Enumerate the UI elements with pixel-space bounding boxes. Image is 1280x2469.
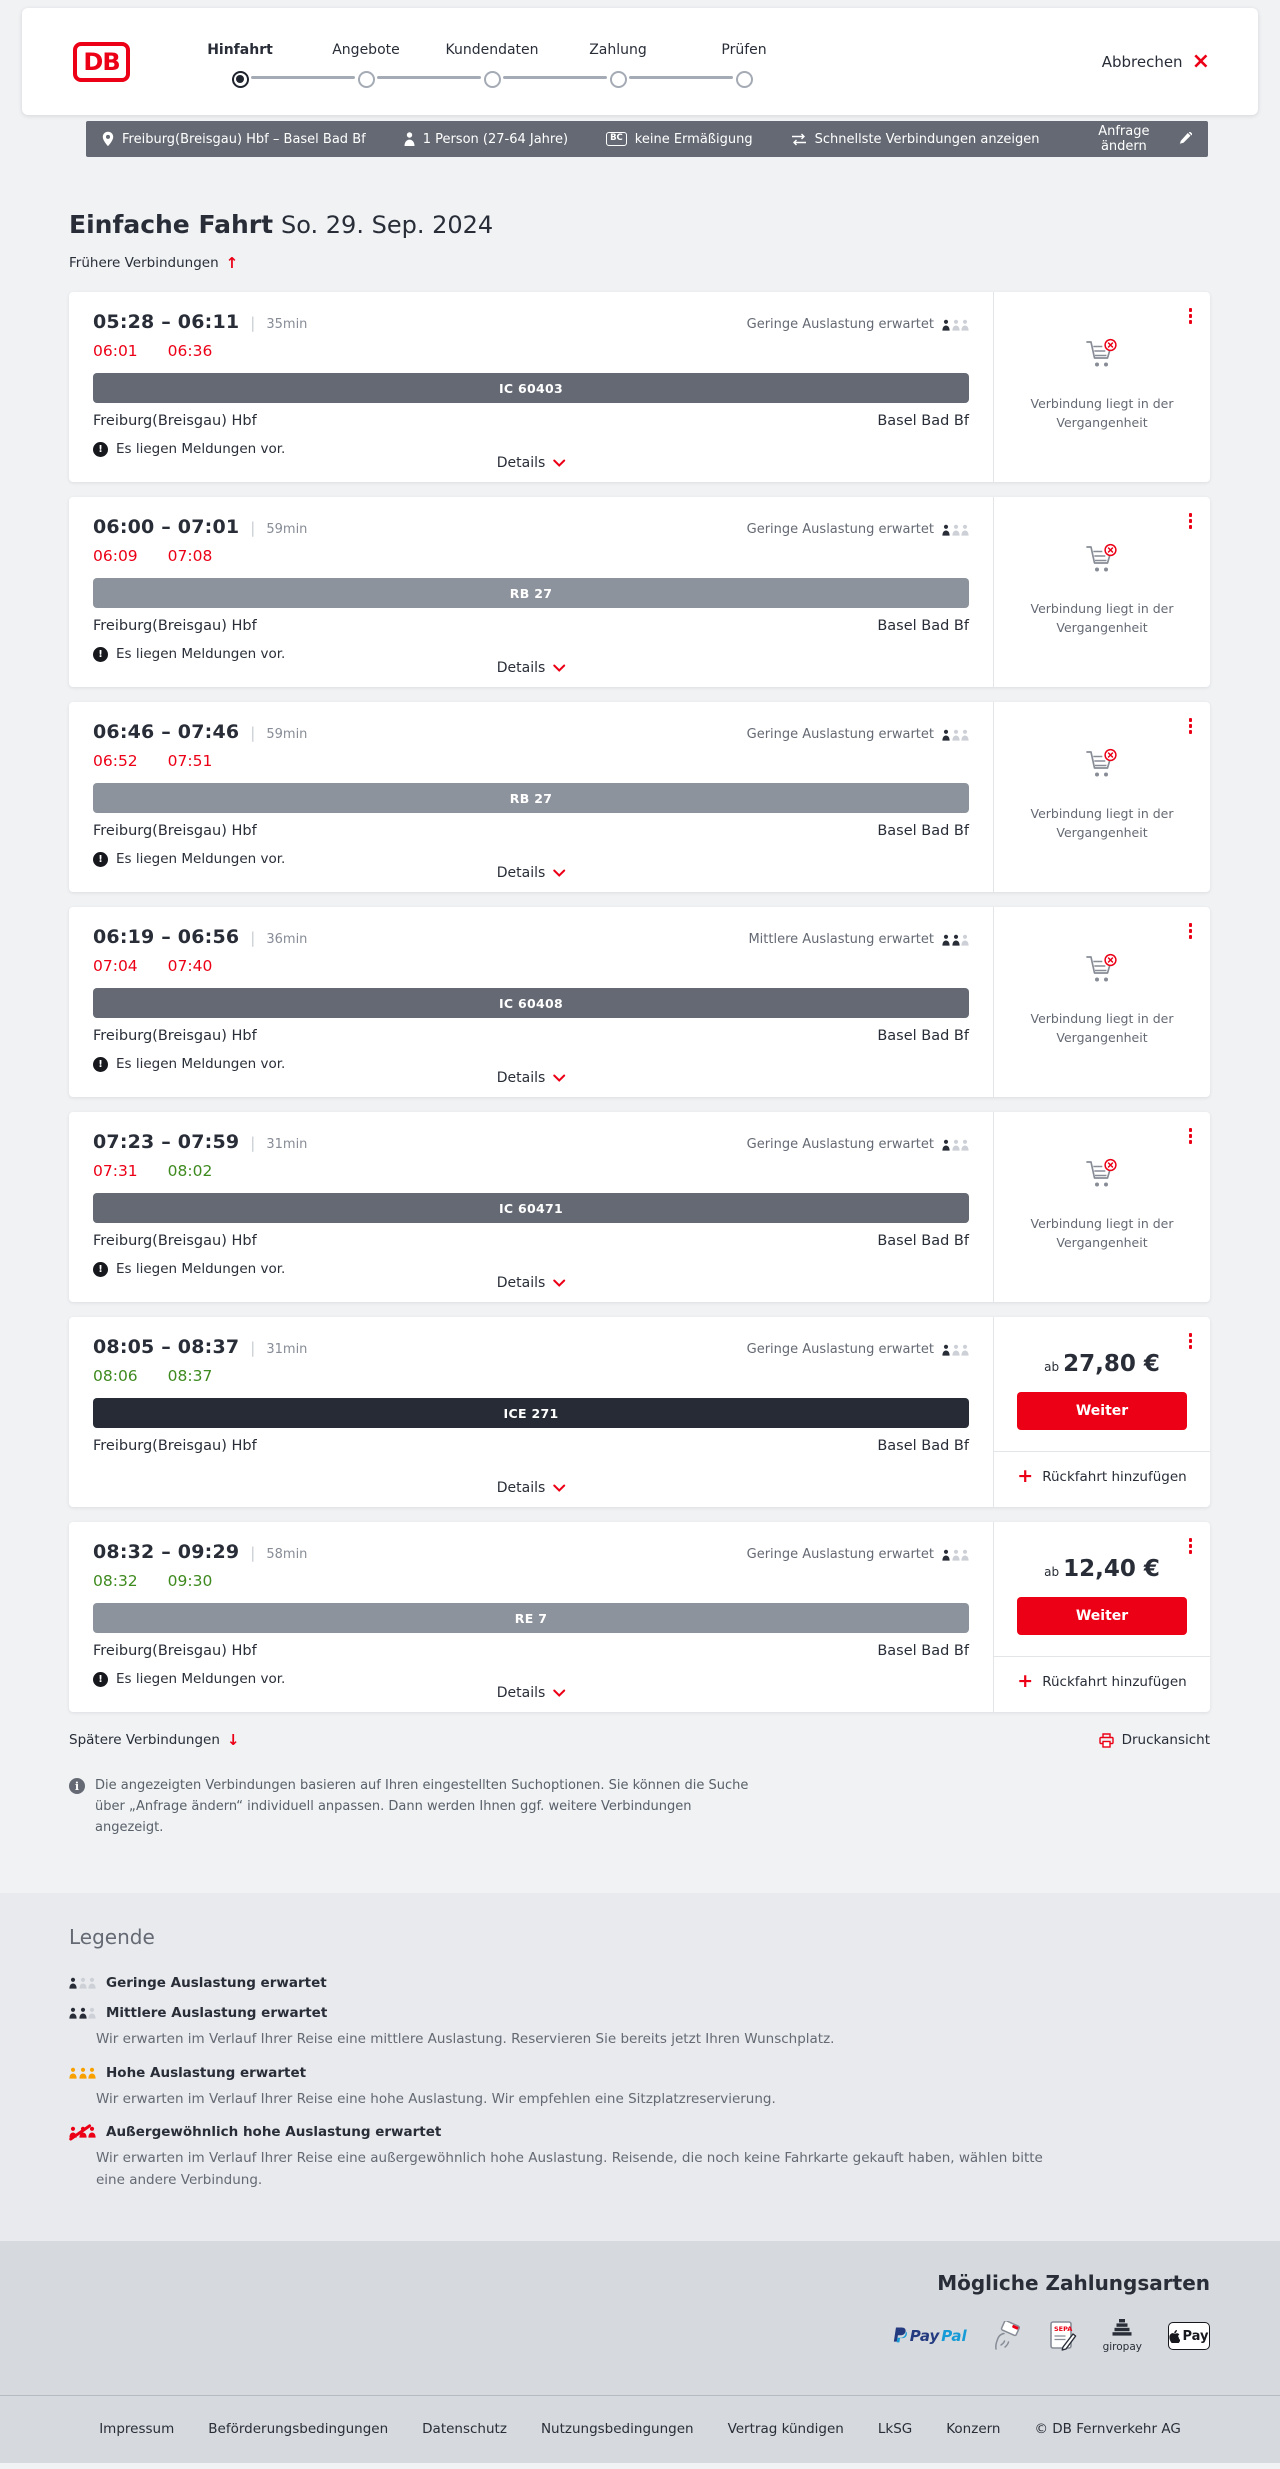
alert-icon: !: [93, 647, 108, 662]
occupancy-icon: [69, 1977, 96, 1989]
add-return-button[interactable]: + Rückfahrt hinzufügen: [1017, 1670, 1187, 1692]
train-label-bar[interactable]: IC 60403: [93, 373, 969, 403]
arrival-station: Basel Bad Bf: [877, 1028, 969, 1044]
chevron-down-icon: [552, 664, 565, 672]
occupancy-icon: [942, 934, 969, 946]
connection-duration: 36min: [266, 932, 308, 947]
connection-card: 08:32 – 09:29 | 58min Geringe Auslastung erwartet 08:32 09:30 RE 7 Freiburg(Breisgau) Hbf Basel Bad Bf ! Es liegen Meldungen vor. Details ab 12,40 € Weiter + Rückfahrt hinzufügen: [69, 1522, 1210, 1712]
details-toggle[interactable]: Details: [497, 1275, 566, 1291]
footer-link-beförderungsbedingungen[interactable]: Beförderungsbedingungen: [208, 2421, 389, 2438]
connection-card: 06:00 – 07:01 | 59min Geringe Auslastung erwartet 06:09 07:08 RB 27 Freiburg(Breisgau) Hbf Basel Bad Bf ! Es liegen Meldungen vor. Details Verbindung liegt in der Vergangenheit: [69, 497, 1210, 687]
legend-item-title: Außergewöhnlich hohe Auslastung erwartet: [106, 2123, 442, 2140]
connection-card: 06:46 – 07:46 | 59min Geringe Auslastung erwartet 06:52 07:51 RB 27 Freiburg(Breisgau) Hbf Basel Bad Bf ! Es liegen Meldungen vor. Details Verbindung liegt in der Vergangenheit: [69, 702, 1210, 892]
footer-link-konzern[interactable]: Konzern: [946, 2421, 1001, 2438]
connection-duration: 35min: [266, 317, 308, 332]
details-toggle[interactable]: Details: [497, 660, 566, 676]
occupancy-icon: [942, 729, 969, 741]
later-connections-link[interactable]: Spätere Verbindungen ↓: [69, 1730, 240, 1749]
occupancy-indicator: Geringe Auslastung erwartet: [747, 1547, 969, 1562]
actual-departure-time: 07:31: [93, 1162, 138, 1180]
departure-station: Freiburg(Breisgau) Hbf: [93, 413, 257, 429]
train-label-bar[interactable]: IC 60408: [93, 988, 969, 1018]
actual-departure-time: 06:52: [93, 752, 138, 770]
departure-station: Freiburg(Breisgau) Hbf: [93, 618, 257, 634]
actual-arrival-time: 09:30: [167, 1572, 213, 1590]
train-label-bar[interactable]: IC 60471: [93, 1193, 969, 1223]
occupancy-indicator: Geringe Auslastung erwartet: [747, 1342, 969, 1357]
legend-item: [69, 2124, 1210, 2192]
legend-item-title: Hohe Auslastung erwartet: [106, 2064, 307, 2081]
progress-step-kundendaten[interactable]: Kundendaten: [429, 42, 555, 88]
details-toggle[interactable]: Details: [497, 1480, 566, 1496]
applepay-icon: Pay: [1168, 2322, 1210, 2350]
add-return-button[interactable]: + Rückfahrt hinzufügen: [1017, 1465, 1187, 1487]
actual-departure-time: 06:01: [93, 342, 138, 360]
details-toggle[interactable]: Details: [497, 1070, 566, 1086]
price-panel: [994, 1317, 1210, 1486]
close-icon: ×: [1191, 48, 1210, 74]
person-icon: [404, 132, 415, 146]
alert-icon: !: [93, 1672, 108, 1687]
cart-unavailable-icon: [1085, 748, 1119, 780]
price-panel: [994, 1522, 1210, 1691]
step-dot-icon: [484, 71, 501, 88]
departure-station: Freiburg(Breisgau) Hbf: [93, 1233, 257, 1249]
past-connection-panel: [1022, 702, 1182, 843]
price-value: 12,40 €: [1063, 1556, 1160, 1582]
past-connection-message: Verbindung liegt in der Vergangenheit: [1030, 1011, 1174, 1046]
step-dot-icon: [736, 71, 753, 88]
train-label-bar[interactable]: ICE 271: [93, 1398, 969, 1428]
actual-departure-time: 07:04: [93, 957, 138, 975]
progress-step-angebote[interactable]: Angebote: [303, 42, 429, 88]
app-header: [22, 8, 1258, 115]
connection-times: 07:23 – 07:59: [93, 1131, 240, 1153]
connection-card: 07:23 – 07:59 | 31min Geringe Auslastung erwartet 07:31 08:02 IC 60471 Freiburg(Breisgau) Hbf Basel Bad Bf ! Es liegen Meldungen vor. Details Verbindung liegt in der Vergangenheit: [69, 1112, 1210, 1302]
connection-card: 05:28 – 06:11 | 35min Geringe Auslastung erwartet 06:01 06:36 IC 60403 Freiburg(Breisgau) Hbf Basel Bad Bf ! Es liegen Meldungen vor. Details Verbindung liegt in der Vergangenheit: [69, 292, 1210, 482]
discount-summary: BC keine Ermäßigung: [606, 132, 753, 147]
chevron-down-icon: [552, 1279, 565, 1287]
kebab-menu[interactable]: [1186, 510, 1196, 532]
arrow-up-icon: ↑: [225, 253, 239, 272]
progress-steps: [177, 36, 807, 88]
payment-section: [0, 2241, 1280, 2395]
sepa-icon: [1049, 2320, 1077, 2352]
step-dot-icon: [232, 71, 249, 88]
legend-section: [0, 1893, 1280, 2241]
messages-notice[interactable]: ! Es liegen Meldungen vor.: [93, 1671, 285, 1687]
cancel-label: Abbrechen: [1101, 52, 1183, 71]
step-dot-icon: [358, 71, 375, 88]
departure-station: Freiburg(Breisgau) Hbf: [93, 1643, 257, 1659]
alert-icon: !: [93, 442, 108, 457]
details-toggle[interactable]: Details: [497, 865, 566, 881]
kebab-menu[interactable]: [1186, 1125, 1196, 1147]
step-dot-icon: [610, 71, 627, 88]
arrival-station: Basel Bad Bf: [877, 413, 969, 429]
actual-arrival-time: 08:37: [167, 1367, 213, 1385]
actual-departure-time: 08:06: [93, 1367, 138, 1385]
departure-station: Freiburg(Breisgau) Hbf: [93, 1028, 257, 1044]
legend-item-desc: Wir erwarten im Verlauf Ihrer Reise eine mittlere Auslastung. Reservieren Sie bereits jetzt Ihren Wunschplatz.: [96, 2031, 835, 2048]
cart-unavailable-icon: [1085, 543, 1119, 575]
legend-title: Legende: [69, 1925, 155, 1950]
footer-links: [0, 2421, 1280, 2437]
train-label-bar[interactable]: RB 27: [93, 783, 969, 813]
past-connection-panel: [1022, 497, 1182, 638]
edit-search-button[interactable]: Anfrage ändern: [1078, 124, 1193, 154]
connection-times: 08:32 – 09:29: [93, 1541, 240, 1563]
actual-arrival-time: 08:02: [167, 1162, 213, 1180]
print-view-button[interactable]: Druckansicht: [1099, 1732, 1210, 1748]
chevron-down-icon: [552, 869, 565, 877]
price-prefix: ab: [1044, 1360, 1060, 1374]
svg-text:SEPA: SEPA: [1053, 2325, 1072, 2334]
travel-date: So. 29. Sep. 2024: [281, 211, 494, 239]
train-label-bar[interactable]: RB 27: [93, 578, 969, 608]
occupancy-icon: [942, 524, 969, 536]
legend-item: [69, 2005, 1210, 2050]
kebab-menu[interactable]: [1186, 920, 1196, 942]
cart-unavailable-icon: [1085, 338, 1119, 370]
paypal-icon: Pay Pal: [891, 2326, 967, 2346]
arrival-station: Basel Bad Bf: [877, 823, 969, 839]
connection-card: 08:05 – 08:37 | 31min Geringe Auslastung erwartet 08:06 08:37 ICE 271 Freiburg(Breisgau) Hbf Basel Bad Bf Details ab 27,80 € Weiter + Rückfahrt hinzufügen: [69, 1317, 1210, 1507]
db-logo: DB: [73, 42, 130, 82]
bahncard-icon: BC: [606, 132, 627, 145]
past-connection-panel: [1022, 907, 1182, 1048]
alert-icon: !: [93, 1262, 108, 1277]
train-label-bar[interactable]: RE 7: [93, 1603, 969, 1633]
weiter-button[interactable]: Weiter: [1017, 1597, 1187, 1635]
messages-notice[interactable]: ! Es liegen Meldungen vor.: [93, 646, 285, 662]
departure-station: Freiburg(Breisgau) Hbf: [93, 823, 257, 839]
transfer-arrows-icon: [791, 133, 807, 146]
messages-notice[interactable]: ! Es liegen Meldungen vor.: [93, 441, 285, 457]
occupancy-indicator: Geringe Auslastung erwartet: [747, 1137, 969, 1152]
past-connection-message: Verbindung liegt in der Vergangenheit: [1030, 396, 1174, 431]
occupancy-indicator: Geringe Auslastung erwartet: [747, 727, 969, 742]
actual-departure-time: 06:09: [93, 547, 138, 565]
details-toggle[interactable]: Details: [497, 1685, 566, 1701]
plus-icon: +: [1017, 1670, 1034, 1692]
arrival-station: Basel Bad Bf: [877, 1438, 969, 1454]
progress-step-prüfen[interactable]: Prüfen: [681, 42, 807, 88]
arrival-station: Basel Bad Bf: [877, 618, 969, 634]
connection-times: 05:28 – 06:11: [93, 311, 240, 333]
alert-icon: !: [93, 1057, 108, 1072]
occupancy-icon: [69, 2126, 96, 2138]
copyright-text: © DB Fernverkehr AG: [1034, 2421, 1181, 2438]
cancel-button[interactable]: [1101, 48, 1210, 74]
actual-arrival-time: 07:40: [167, 957, 213, 975]
actual-arrival-time: 07:08: [167, 547, 213, 565]
actual-departure-time: 08:32: [93, 1572, 138, 1590]
payment-title: Mögliche Zahlungsarten: [937, 2271, 1210, 2296]
location-pin-icon: [102, 131, 114, 147]
footer-link-impressum[interactable]: Impressum: [99, 2421, 175, 2438]
legend-item-desc: Wir erwarten im Verlauf Ihrer Reise eine hohe Auslastung. Wir empfehlen eine Sitzplatzreservierung.: [96, 2090, 776, 2107]
footer-link-nutzungsbedingungen[interactable]: Nutzungsbedingungen: [540, 2421, 694, 2438]
actual-arrival-time: 07:51: [167, 752, 213, 770]
connection-duration: 31min: [266, 1137, 308, 1152]
cart-unavailable-icon: [1085, 1158, 1119, 1190]
page-title: Einfache Fahrt: [69, 210, 274, 239]
past-connection-message: Verbindung liegt in der Vergangenheit: [1030, 601, 1174, 636]
connection-times: 06:19 – 06:56: [93, 926, 240, 948]
search-options-note: i Die angezeigten Verbindungen basieren auf Ihren eingestellten Suchoptionen. Sie können die Suche über „Anfrage ändern“ individuell anpassen. Dann werden Ihnen ggf. weitere Verbindungen angezeigt.: [69, 1776, 749, 1838]
credit-card-icon: [993, 2321, 1023, 2351]
kebab-menu[interactable]: [1186, 1535, 1196, 1557]
connection-times: 06:46 – 07:46: [93, 721, 240, 743]
past-connection-message: Verbindung liegt in der Vergangenheit: [1030, 1216, 1174, 1251]
price-value: 27,80 €: [1063, 1351, 1160, 1377]
occupancy-indicator: Mittlere Auslastung erwartet: [748, 932, 969, 947]
occupancy-indicator: Geringe Auslastung erwartet: [747, 317, 969, 332]
kebab-menu[interactable]: [1186, 1330, 1196, 1352]
legend-item-title: Geringe Auslastung erwartet: [106, 1975, 327, 1992]
past-connection-panel: [1022, 1112, 1182, 1253]
earlier-connections-link[interactable]: Frühere Verbindungen ↑: [69, 253, 239, 272]
footer-link-lksg[interactable]: LkSG: [877, 2421, 913, 2438]
printer-icon: [1099, 1733, 1114, 1748]
messages-notice[interactable]: ! Es liegen Meldungen vor.: [93, 851, 285, 867]
payment-methods: [69, 2319, 1210, 2353]
details-toggle[interactable]: Details: [497, 455, 566, 471]
booking-page: [0, 8, 1280, 2469]
chevron-down-icon: [552, 1689, 565, 1697]
filter-summary: Schnellste Verbindungen anzeigen: [791, 132, 1040, 147]
connection-duration: 31min: [266, 1342, 308, 1357]
messages-notice[interactable]: ! Es liegen Meldungen vor.: [93, 1056, 285, 1072]
occupancy-icon: [942, 1344, 969, 1356]
past-connection-message: Verbindung liegt in der Vergangenheit: [1030, 806, 1174, 841]
connection-card: 06:19 – 06:56 | 36min Mittlere Auslastung erwartet 07:04 07:40 IC 60408 Freiburg(Breisgau) Hbf Basel Bad Bf ! Es liegen Meldungen vor. Details Verbindung liegt in der Vergangenheit: [69, 907, 1210, 1097]
departure-station: Freiburg(Breisgau) Hbf: [93, 1438, 257, 1454]
arrow-down-icon: ↓: [226, 1730, 240, 1749]
past-connection-panel: [1022, 292, 1182, 433]
footer-link-datenschutz[interactable]: Datenschutz: [422, 2421, 507, 2438]
connection-duration: 59min: [266, 727, 308, 742]
legend-items: [69, 1975, 1210, 2191]
occupancy-icon: [942, 319, 969, 331]
legend-item: [69, 2065, 1210, 2110]
legend-item-title: Mittlere Auslastung erwartet: [106, 2005, 328, 2022]
messages-notice[interactable]: ! Es liegen Meldungen vor.: [93, 1261, 285, 1277]
arrival-station: Basel Bad Bf: [877, 1233, 969, 1249]
legend-item-desc: Wir erwarten im Verlauf Ihrer Reise eine außergewöhnlich hohe Auslastung. Reisende, die noch keine Fahrkarte gekauft haben, wählen bitte eine andere Verbindung.: [96, 2149, 1043, 2189]
connection-times: 06:00 – 07:01: [93, 516, 240, 538]
plus-icon: +: [1017, 1465, 1034, 1487]
occupancy-icon: [69, 2007, 96, 2019]
progress-step-hinfahrt[interactable]: Hinfahrt: [177, 42, 303, 88]
chevron-down-icon: [552, 459, 565, 467]
kebab-menu[interactable]: [1186, 305, 1196, 327]
occupancy-icon: [942, 1139, 969, 1151]
footer-link-vertrag-kündigen[interactable]: Vertrag kündigen: [727, 2421, 844, 2438]
search-summary-bar: [86, 121, 1208, 157]
progress-step-zahlung[interactable]: Zahlung: [555, 42, 681, 88]
chevron-down-icon: [552, 1484, 565, 1492]
route-summary: Freiburg(Breisgau) Hbf – Basel Bad Bf: [102, 131, 366, 147]
connection-duration: 59min: [266, 522, 308, 537]
cart-unavailable-icon: [1085, 953, 1119, 985]
results-main: [69, 210, 1210, 1838]
passengers-summary: 1 Person (27-64 Jahre): [404, 132, 568, 147]
connections-list: [69, 292, 1210, 1712]
arrival-station: Basel Bad Bf: [877, 1643, 969, 1659]
actual-arrival-time: 06:36: [167, 342, 213, 360]
info-icon: i: [69, 1778, 85, 1794]
chevron-down-icon: [552, 1074, 565, 1082]
site-footer: [0, 2395, 1280, 2463]
occupancy-icon: [69, 2067, 96, 2079]
giropay-icon: giropay: [1103, 2319, 1142, 2353]
occupancy-indicator: Geringe Auslastung erwartet: [747, 522, 969, 537]
pencil-icon: [1179, 132, 1192, 146]
legend-item: [69, 1975, 1210, 1991]
connection-times: 08:05 – 08:37: [93, 1336, 240, 1358]
weiter-button[interactable]: Weiter: [1017, 1392, 1187, 1430]
kebab-menu[interactable]: [1186, 715, 1196, 737]
connection-duration: 58min: [266, 1547, 308, 1562]
price-prefix: ab: [1044, 1565, 1060, 1579]
alert-icon: !: [93, 852, 108, 867]
occupancy-icon: [942, 1549, 969, 1561]
